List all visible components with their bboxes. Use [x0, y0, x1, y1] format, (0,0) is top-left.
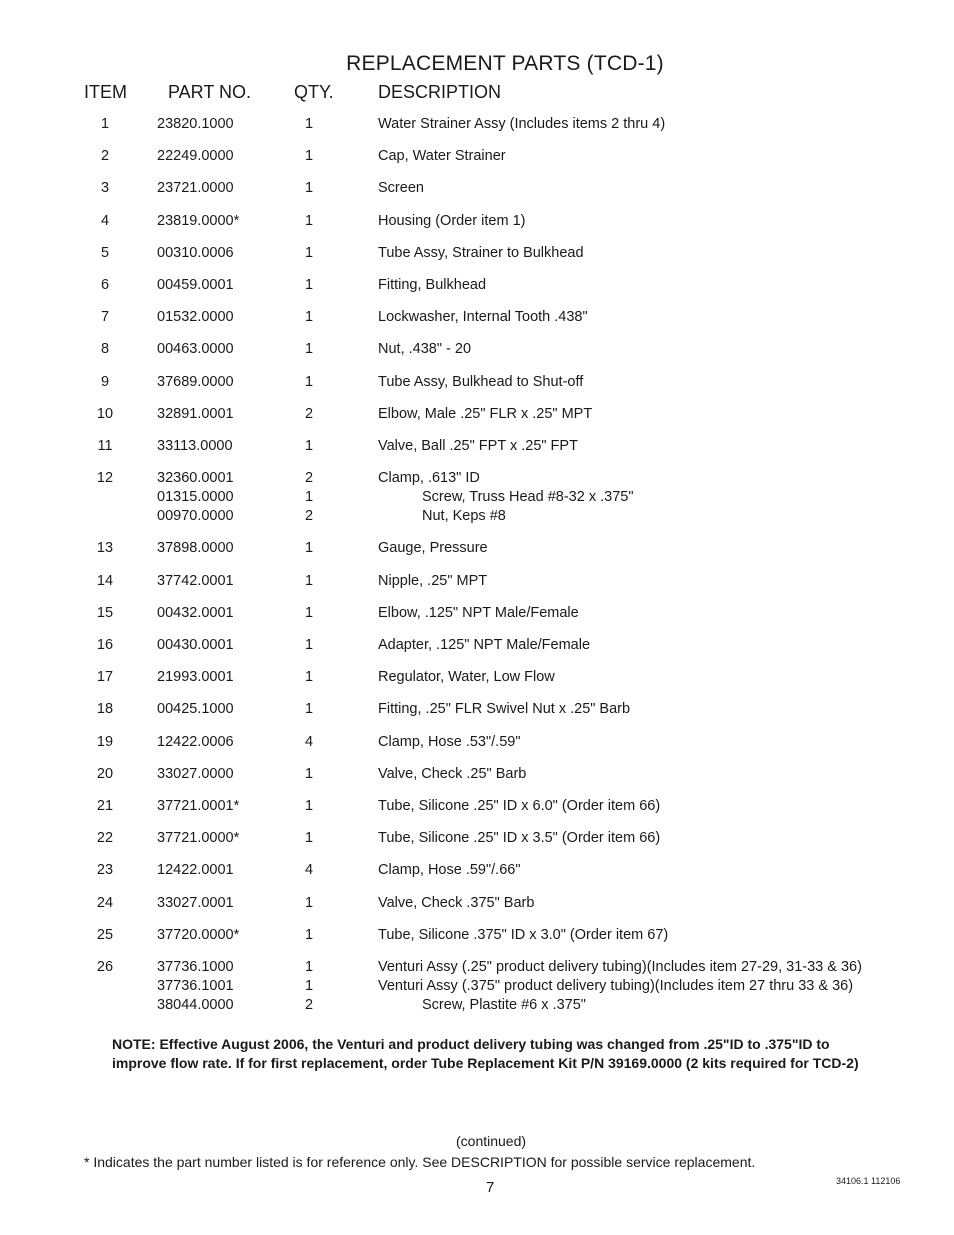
- desc-line: Screen: [378, 180, 424, 197]
- part-number-cell: [157, 636, 234, 655]
- desc-line: Regulator, Water, Low Flow: [378, 669, 555, 686]
- item-number: 26: [96, 959, 114, 975]
- description-cell: [378, 700, 630, 719]
- item-number: 15: [96, 604, 114, 621]
- part-number-cell: [157, 926, 239, 945]
- table-row: [0, 958, 954, 1015]
- desc-line: Nipple, .25" MPT: [378, 572, 488, 589]
- part-number-cell: [157, 894, 234, 913]
- item-number: 22: [96, 830, 114, 847]
- part-number-cell: [157, 437, 233, 456]
- part-line: 00430.0001: [157, 637, 234, 653]
- table-row: [0, 405, 954, 424]
- part-line: 00310.0006: [157, 244, 234, 261]
- qty-line: 1: [304, 978, 314, 994]
- qty-line: 1: [304, 926, 314, 943]
- qty-cell: [300, 469, 318, 526]
- part-number-cell: [157, 405, 234, 424]
- description-cell: [378, 373, 583, 392]
- qty-cell: [300, 405, 318, 424]
- desc-line: Venturi Assy (.375" product delivery tubing)(Includes item 27 thru 33 & 36): [378, 978, 854, 994]
- qty-line: 1: [304, 830, 314, 847]
- part-line: 21993.0001: [157, 669, 234, 686]
- qty-cell: [300, 115, 318, 134]
- qty-line: 2: [304, 470, 314, 487]
- header-item: ITEM: [84, 82, 127, 102]
- part-line: 23820.1000: [157, 116, 234, 132]
- desc-line: Tube Assy, Strainer to Bulkhead: [378, 244, 584, 261]
- part-line: 33027.0001: [157, 894, 234, 911]
- qty-line: 1: [304, 373, 314, 390]
- part-line: 00459.0001: [157, 277, 234, 293]
- qty-cell: [300, 437, 318, 456]
- part-line: 22249.0000: [157, 148, 234, 165]
- qty-cell: [300, 276, 318, 295]
- part-number-cell: [157, 244, 234, 263]
- table-row: [0, 733, 954, 752]
- table-row: [0, 765, 954, 784]
- part-number-cell: [157, 373, 234, 392]
- description-cell: [378, 179, 424, 198]
- part-line: 00463.0000: [157, 341, 234, 358]
- table-row: [0, 636, 954, 655]
- item-number: 14: [96, 572, 114, 589]
- part-number-cell: [157, 340, 234, 359]
- qty-line: 4: [304, 862, 314, 879]
- part-line: 37720.0000*: [157, 926, 240, 943]
- qty-cell: [300, 604, 318, 623]
- qty-cell: [300, 861, 318, 880]
- table-row: [0, 604, 954, 623]
- qty-cell: [300, 373, 318, 392]
- qty-cell: [300, 539, 318, 558]
- part-number-cell: [157, 572, 234, 591]
- part-line: 23721.0000: [157, 180, 234, 197]
- desc-line: Clamp, Hose .59"/.66": [378, 862, 521, 879]
- description-cell: [378, 861, 520, 880]
- item-number: 13: [96, 540, 114, 557]
- description-cell: [378, 244, 584, 263]
- qty-line: 4: [304, 733, 314, 750]
- qty-cell: [300, 894, 318, 913]
- desc-line: Cap, Water Strainer: [378, 148, 506, 165]
- qty-line: 1: [304, 637, 314, 653]
- item-number: 18: [96, 701, 114, 718]
- qty-line: 1: [304, 438, 314, 454]
- qty-line: 1: [304, 604, 314, 621]
- qty-cell: [300, 700, 318, 719]
- part-line: 32891.0001: [157, 405, 234, 422]
- table-row: [0, 308, 954, 327]
- table-row: [0, 668, 954, 687]
- desc-line: Water Strainer Assy (Includes items 2 thru 4): [378, 116, 666, 132]
- description-cell: [378, 276, 486, 295]
- part-number-cell: [157, 604, 234, 623]
- part-line: 01315.0000: [157, 489, 234, 506]
- header-description: DESCRIPTION: [378, 82, 502, 102]
- item-number: 10: [96, 405, 114, 422]
- desc-line: Adapter, .125" NPT Male/Female: [378, 637, 591, 653]
- qty-line: 1: [304, 341, 314, 358]
- table-row: [0, 797, 954, 816]
- part-line: 23819.0000*: [157, 212, 240, 229]
- qty-line: 1: [304, 212, 314, 229]
- qty-cell: [300, 179, 318, 198]
- qty-cell: [300, 733, 318, 752]
- table-row: [0, 340, 954, 359]
- item-number: 23: [96, 862, 114, 879]
- qty-cell: [300, 572, 318, 591]
- part-line: 37721.0001*: [157, 798, 240, 814]
- qty-line: 2: [304, 508, 314, 525]
- part-line: 37736.1001: [157, 978, 234, 994]
- part-line: 37898.0000: [157, 540, 234, 557]
- qty-cell: [300, 829, 318, 848]
- description-cell: [378, 958, 862, 1015]
- qty-line: 1: [304, 798, 314, 814]
- qty-line: 1: [304, 669, 314, 686]
- part-number-cell: [157, 179, 234, 198]
- part-line: 37742.0001: [157, 572, 234, 589]
- qty-line: 1: [304, 765, 314, 782]
- desc-line: Tube, Silicone .375" ID x 3.0" (Order item 67): [378, 926, 669, 943]
- footnote: * Indicates the part number listed is for reference only. See DESCRIPTION for possible service replacement.: [84, 1154, 756, 1170]
- description-cell: [378, 926, 668, 945]
- desc-line: Fitting, Bulkhead: [378, 277, 487, 293]
- description-cell: [378, 572, 487, 591]
- qty-cell: [300, 147, 318, 166]
- description-cell: [378, 539, 488, 558]
- item-number: 7: [100, 309, 110, 326]
- qty-line: 1: [304, 244, 314, 261]
- qty-line: 1: [304, 148, 314, 165]
- description-cell: [378, 308, 588, 327]
- part-line: 37736.1000: [157, 959, 234, 975]
- item-number: 12: [96, 470, 114, 487]
- description-cell: [378, 733, 520, 752]
- part-line: 00425.1000: [157, 701, 234, 718]
- desc-line: Valve, Check .375" Barb: [378, 894, 535, 911]
- table-row: [0, 212, 954, 231]
- qty-line: 1: [304, 277, 314, 293]
- part-number-cell: [157, 668, 234, 687]
- item-number: 3: [100, 180, 110, 197]
- item-number: 1: [100, 116, 110, 132]
- part-number-cell: [157, 212, 239, 231]
- qty-cell: [300, 340, 318, 359]
- description-cell: [378, 668, 555, 687]
- table-row: [0, 861, 954, 880]
- item-number: 19: [96, 733, 114, 750]
- desc-line: Screw, Plastite #6 x .375": [422, 997, 586, 1013]
- description-cell: [378, 147, 506, 166]
- qty-line: 2: [304, 405, 314, 422]
- qty-line: 1: [304, 894, 314, 911]
- item-number: 8: [100, 341, 110, 358]
- part-number-cell: [157, 115, 234, 134]
- note-text: NOTE: Effective August 2006, the Venturi and product delivery tubing was changed from .25"ID to .375"ID to improve flow rate. If for first replacement, order Tube Replacement Kit P/N 39169.0000 (2 kits required for TCD-2): [112, 1036, 859, 1071]
- desc-line: Valve, Ball .25" FPT x .25" FPT: [378, 438, 578, 454]
- item-number: 2: [100, 148, 110, 165]
- page-number: 7: [486, 1179, 495, 1196]
- description-cell: [378, 894, 534, 913]
- item-number: 9: [100, 373, 110, 390]
- description-cell: [378, 604, 579, 623]
- part-number-cell: [157, 469, 234, 526]
- desc-line: Clamp, Hose .53"/.59": [378, 733, 521, 750]
- part-number-cell: [157, 958, 234, 1015]
- part-line: 12422.0006: [157, 733, 234, 750]
- desc-line: Nut, Keps #8: [422, 508, 506, 525]
- item-number: 16: [96, 637, 114, 653]
- part-line: 33113.0000: [157, 438, 233, 454]
- qty-line: 1: [304, 309, 314, 326]
- desc-line: Gauge, Pressure: [378, 540, 488, 557]
- desc-line: Screw, Truss Head #8-32 x .375": [422, 489, 634, 506]
- part-number-cell: [157, 797, 239, 816]
- qty-line: 1: [304, 116, 314, 132]
- part-number-cell: [157, 539, 234, 558]
- part-line: 00432.0001: [157, 604, 234, 621]
- table-row: [0, 179, 954, 198]
- part-number-cell: [157, 861, 234, 880]
- part-number-cell: [157, 147, 234, 166]
- description-cell: [378, 797, 660, 816]
- table-row: [0, 437, 954, 456]
- desc-line: Elbow, Male .25" FLR x .25" MPT: [378, 405, 593, 422]
- table-row: [0, 572, 954, 591]
- part-line: 37689.0000: [157, 373, 234, 390]
- desc-line: Fitting, .25" FLR Swivel Nut x .25" Barb: [378, 701, 631, 718]
- part-line: 38044.0000: [157, 997, 234, 1013]
- desc-line: Elbow, .125" NPT Male/Female: [378, 604, 579, 621]
- qty-line: 1: [304, 489, 314, 506]
- part-number-cell: [157, 276, 234, 295]
- description-cell: [378, 115, 665, 134]
- qty-cell: [300, 926, 318, 945]
- desc-line: Housing (Order item 1): [378, 212, 526, 229]
- table-row: [0, 700, 954, 719]
- table-row: [0, 829, 954, 848]
- qty-cell: [300, 765, 318, 784]
- table-row: [0, 147, 954, 166]
- item-number: 21: [96, 798, 114, 814]
- qty-line: 1: [304, 701, 314, 718]
- table-row: [0, 539, 954, 558]
- item-number: 24: [96, 894, 114, 911]
- part-number-cell: [157, 733, 234, 752]
- qty-line: 1: [304, 180, 314, 197]
- qty-cell: [300, 212, 318, 231]
- table-row: [0, 894, 954, 913]
- table-row: [0, 373, 954, 392]
- document-id: 34106.1 112106: [836, 1176, 901, 1186]
- qty-line: 2: [304, 997, 314, 1013]
- item-number: 5: [100, 244, 110, 261]
- table-row: [0, 926, 954, 945]
- part-number-cell: [157, 308, 234, 327]
- part-line: 01532.0000: [157, 309, 234, 326]
- table-row: [0, 115, 954, 134]
- description-cell: [378, 469, 633, 526]
- qty-cell: [300, 958, 318, 1015]
- qty-cell: [300, 308, 318, 327]
- qty-cell: [300, 668, 318, 687]
- description-cell: [378, 212, 525, 231]
- description-cell: [378, 829, 660, 848]
- description-cell: [378, 437, 578, 456]
- part-line: 12422.0001: [157, 862, 234, 879]
- description-cell: [378, 765, 526, 784]
- description-cell: [378, 405, 592, 424]
- continued-label: (continued): [456, 1133, 527, 1149]
- part-number-cell: [157, 829, 239, 848]
- description-cell: [378, 340, 471, 359]
- desc-line: Tube, Silicone .25" ID x 6.0" (Order item 66): [378, 798, 661, 814]
- item-number: 25: [96, 926, 114, 943]
- qty-cell: [300, 244, 318, 263]
- desc-line: Tube Assy, Bulkhead to Shut-off: [378, 373, 584, 390]
- part-number-cell: [157, 700, 234, 719]
- desc-line: Venturi Assy (.25" product delivery tubing)(Includes item 27-29, 31-33 & 36): [378, 959, 862, 975]
- qty-line: 1: [304, 572, 314, 589]
- table-row: [0, 244, 954, 263]
- header-part-no: PART NO.: [168, 82, 252, 102]
- part-line: 33027.0000: [157, 765, 234, 782]
- part-line: 32360.0001: [157, 470, 234, 487]
- item-number: 4: [100, 212, 110, 229]
- desc-line: Lockwasher, Internal Tooth .438": [378, 309, 588, 326]
- item-number: 17: [96, 669, 114, 686]
- table-row: [0, 276, 954, 295]
- part-number-cell: [157, 765, 234, 784]
- qty-line: 1: [304, 540, 314, 557]
- desc-line: Valve, Check .25" Barb: [378, 765, 527, 782]
- desc-line: Clamp, .613" ID: [378, 470, 480, 487]
- table-row: [0, 469, 954, 526]
- qty-cell: [300, 636, 318, 655]
- desc-line: Tube, Silicone .25" ID x 3.5" (Order item 66): [378, 830, 661, 847]
- description-cell: [378, 636, 590, 655]
- desc-line: Nut, .438" - 20: [378, 341, 472, 358]
- qty-cell: [300, 797, 318, 816]
- header-qty: QTY.: [294, 82, 334, 102]
- page-title: REPLACEMENT PARTS (TCD-1): [346, 52, 664, 75]
- part-line: 00970.0000: [157, 508, 234, 525]
- qty-line: 1: [304, 959, 314, 975]
- part-line: 37721.0000*: [157, 830, 240, 847]
- item-number: 6: [100, 277, 110, 293]
- item-number: 20: [96, 765, 114, 782]
- item-number: 11: [97, 438, 113, 454]
